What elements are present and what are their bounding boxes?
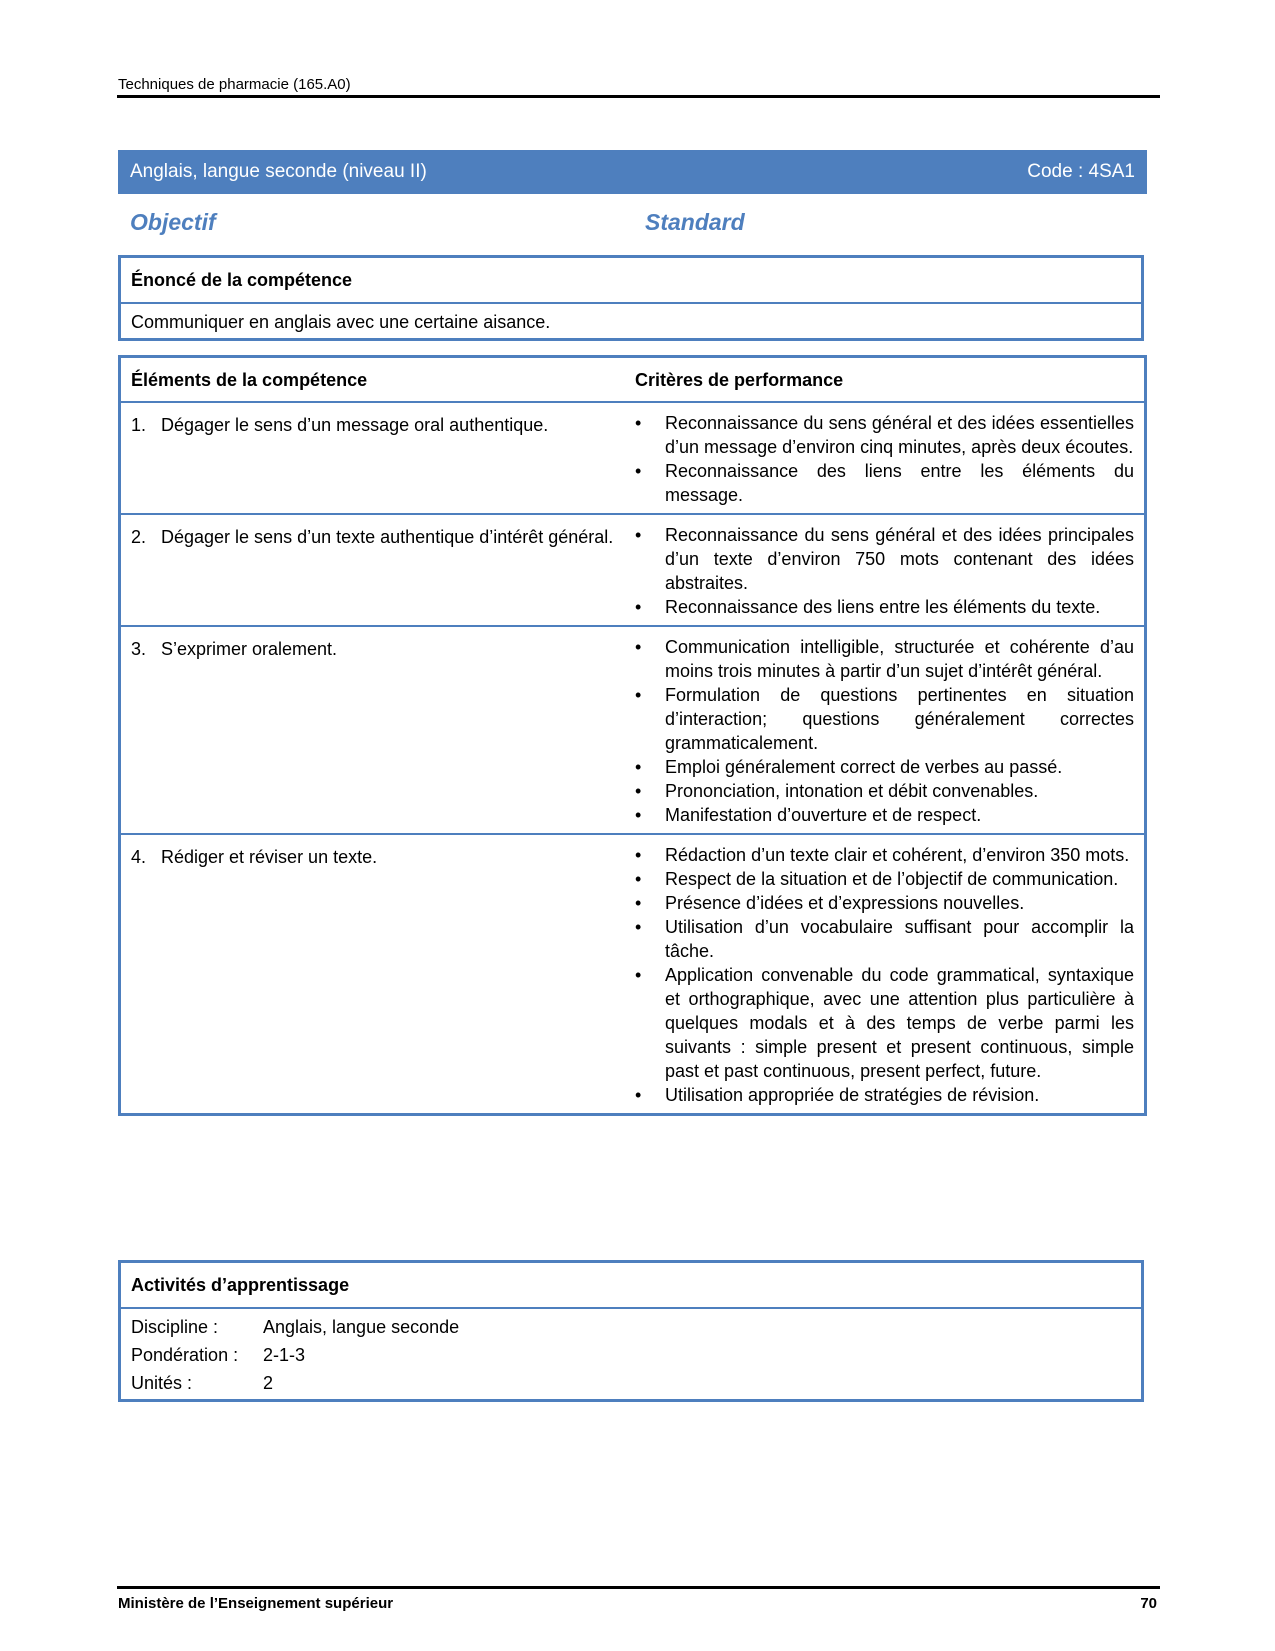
enonce-text: Communiquer en anglais avec une certaine aisance. [131,312,551,332]
criterion-item: • Emploi généralement correct de verbes au passé. [635,755,1134,779]
ponderation-row [131,1345,305,1366]
unites-label: Unités : [131,1373,193,1393]
table-row [120,402,1146,514]
table-row [120,834,1146,1115]
footer-ministry: Ministère de l’Enseignement supérieur [118,1595,394,1612]
discipline-label: Discipline : [131,1317,219,1337]
course-title-bar [118,150,1147,194]
competence-table-header [120,357,1146,403]
discipline-value: Anglais, langue seconde [263,1317,460,1337]
criterion-item: • Manifestation d’ouverture et de respect. [635,803,1134,827]
element-number: 3. [131,639,147,659]
criterion-item: • Présence d’idées et d’expressions nouvelles. [635,891,1134,915]
element-text: Rédiger et réviser un texte. [161,847,378,867]
criterion-item: • Utilisation d’un vocabulaire suffisant pour accomplir la tâche. [635,915,1134,963]
col-elements-header: Éléments de la compétence [131,370,368,390]
element-text: S’exprimer oralement. [161,639,338,659]
standard-label: Standard [645,209,745,235]
table-row [120,626,1146,834]
ponderation-label: Pondération : [131,1345,239,1365]
element-number: 1. [131,415,147,435]
ponderation-value: 2-1-3 [263,1345,306,1365]
discipline-row [131,1317,459,1338]
program-header: Techniques de pharmacie (165.A0) [118,76,351,93]
criterion-item: • Rédaction d’un texte clair et cohérent, d’environ 350 mots. [635,843,1134,867]
page-number: 70 [1140,1595,1157,1612]
enonce-heading: Énoncé de la compétence [131,270,353,290]
element-number: 2. [131,527,147,547]
course-code: Code : 4SA1 [1027,161,1135,182]
element-text: Dégager le sens d’un message oral authentique. [161,415,549,435]
unites-value: 2 [263,1373,274,1393]
enonce-box [118,255,1144,341]
course-title: Anglais, langue seconde (niveau II) [130,161,427,182]
criterion-item: • Reconnaissance des liens entre les éléments du message. [635,459,1134,507]
criterion-item: • Respect de la situation et de l’objectif de communication. [635,867,1134,891]
criterion-item: • Formulation de questions pertinentes en situation d’interaction; questions généralement correctes grammaticalement. [635,683,1134,755]
activites-box [118,1260,1144,1402]
criterion-item: • Reconnaissance du sens général et des idées principales d’un texte d’environ 750 mots contenant des idées abstraites. [635,523,1134,595]
activites-header [121,1263,1141,1309]
unites-row [131,1373,273,1394]
col-criteres-header: Critères de performance [635,370,844,390]
criterion-item: • Utilisation appropriée de stratégies de révision. [635,1083,1134,1107]
objectif-label: Objectif [130,209,216,235]
criterion-item: • Prononciation, intonation et débit convenables. [635,779,1134,803]
element-number: 4. [131,847,147,867]
criterion-item: • Reconnaissance du sens général et des idées essentielles d’un message d’environ cinq minutes, après deux écoutes. [635,411,1134,459]
competence-table [118,355,1147,1116]
activites-heading: Activités d’apprentissage [131,1275,350,1295]
header-rule [117,95,1160,98]
table-row [120,514,1146,626]
enonce-header [121,258,1141,304]
criterion-item: • Communication intelligible, structurée et cohérente d’au moins trois minutes à partir d’un sujet d’intérêt général. [635,635,1134,683]
footer-rule [117,1586,1160,1589]
criterion-item: • Application convenable du code grammatical, syntaxique et orthographique, avec une attention plus particulière à quelques modals et à des temps de verbe parmi les suivants : simple present et present continuous, simple past et past continuous, present perfect, future. [635,963,1134,1083]
element-text: Dégager le sens d’un texte authentique d’intérêt général. [161,527,614,547]
criterion-item: • Reconnaissance des liens entre les éléments du texte. [635,595,1134,619]
